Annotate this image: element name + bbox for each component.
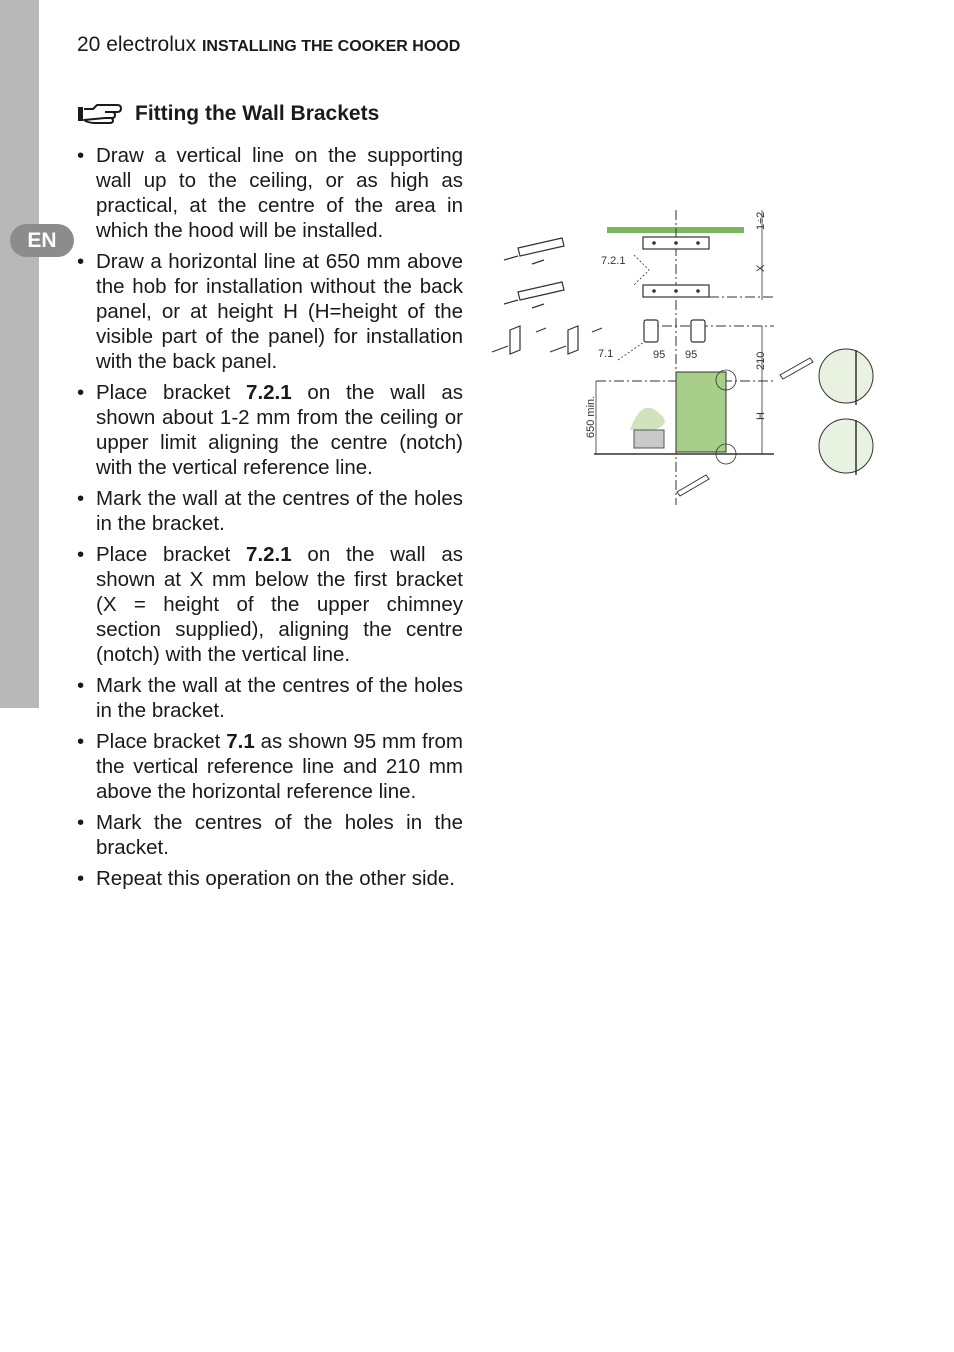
section-title: Fitting the Wall Brackets — [135, 102, 380, 125]
label-ceiling-gap: 1÷2 — [755, 211, 767, 230]
list-item: • Mark the centres of the holes in the bracket. — [77, 810, 463, 860]
loose-brackets-group — [492, 238, 602, 354]
list-item: • Mark the wall at the centres of the holes in the bracket. — [77, 673, 463, 723]
list-item: • Place bracket 7.2.1 on the wall as shown at X mm below the first bracket (X = height of the upper chimney section supplied), aligning the centre (notch) with the vertical line. — [77, 542, 463, 667]
detail-magnifier-top — [819, 349, 873, 405]
header-section-title: INSTALLING THE COOKER HOOD — [201, 38, 461, 55]
side-band — [0, 0, 39, 708]
label-bracket-lower: 7.1 — [598, 348, 614, 360]
section-heading — [77, 102, 379, 126]
list-item: • Place bracket 7.2.1 on the wall as shown about 1-2 mm from the ceiling or upper limit aligning the centre (notch) with the vertical reference line. — [77, 380, 463, 480]
instruction-list — [77, 143, 463, 897]
label-bracket-upper: 7.2.1 — [601, 255, 626, 267]
label-panel-height: H — [755, 412, 767, 420]
pointing-hand-icon — [77, 102, 125, 126]
lower-bracket-7-1 — [644, 320, 705, 342]
page-header — [77, 33, 460, 57]
back-panel — [676, 372, 726, 452]
cooking-pot — [630, 408, 665, 448]
bracket-installation-diagram — [484, 200, 884, 510]
list-item: • Place bracket 7.1 as shown 95 mm from the vertical reference line and 210 mm above the horizontal reference line. — [77, 729, 463, 804]
detail-magnifier-bottom — [819, 419, 873, 475]
list-item: • Draw a vertical line on the supporting wall up to the ceiling, or as high as practical, at the centre of the area in which the hood will be installed. — [77, 143, 463, 243]
brand-name: electrolux — [106, 33, 197, 56]
list-item: • Draw a horizontal line at 650 mm above the hob for installation without the back panel, or at height H (H=height of the visible part of the panel) for installation with the back panel. — [77, 249, 463, 374]
label-offset-right: 95 — [685, 349, 698, 361]
list-item: • Mark the wall at the centres of the holes in the bracket. — [77, 486, 463, 536]
list-item: • Repeat this operation on the other side. — [77, 866, 463, 891]
label-chimney-height: X — [755, 264, 767, 272]
page-number: 20 — [77, 33, 101, 56]
label-hob-distance: 650 min. — [585, 395, 597, 438]
language-tab: EN — [10, 224, 74, 257]
label-bracket-height: 210 — [755, 351, 767, 370]
label-offset-left: 95 — [653, 349, 666, 361]
